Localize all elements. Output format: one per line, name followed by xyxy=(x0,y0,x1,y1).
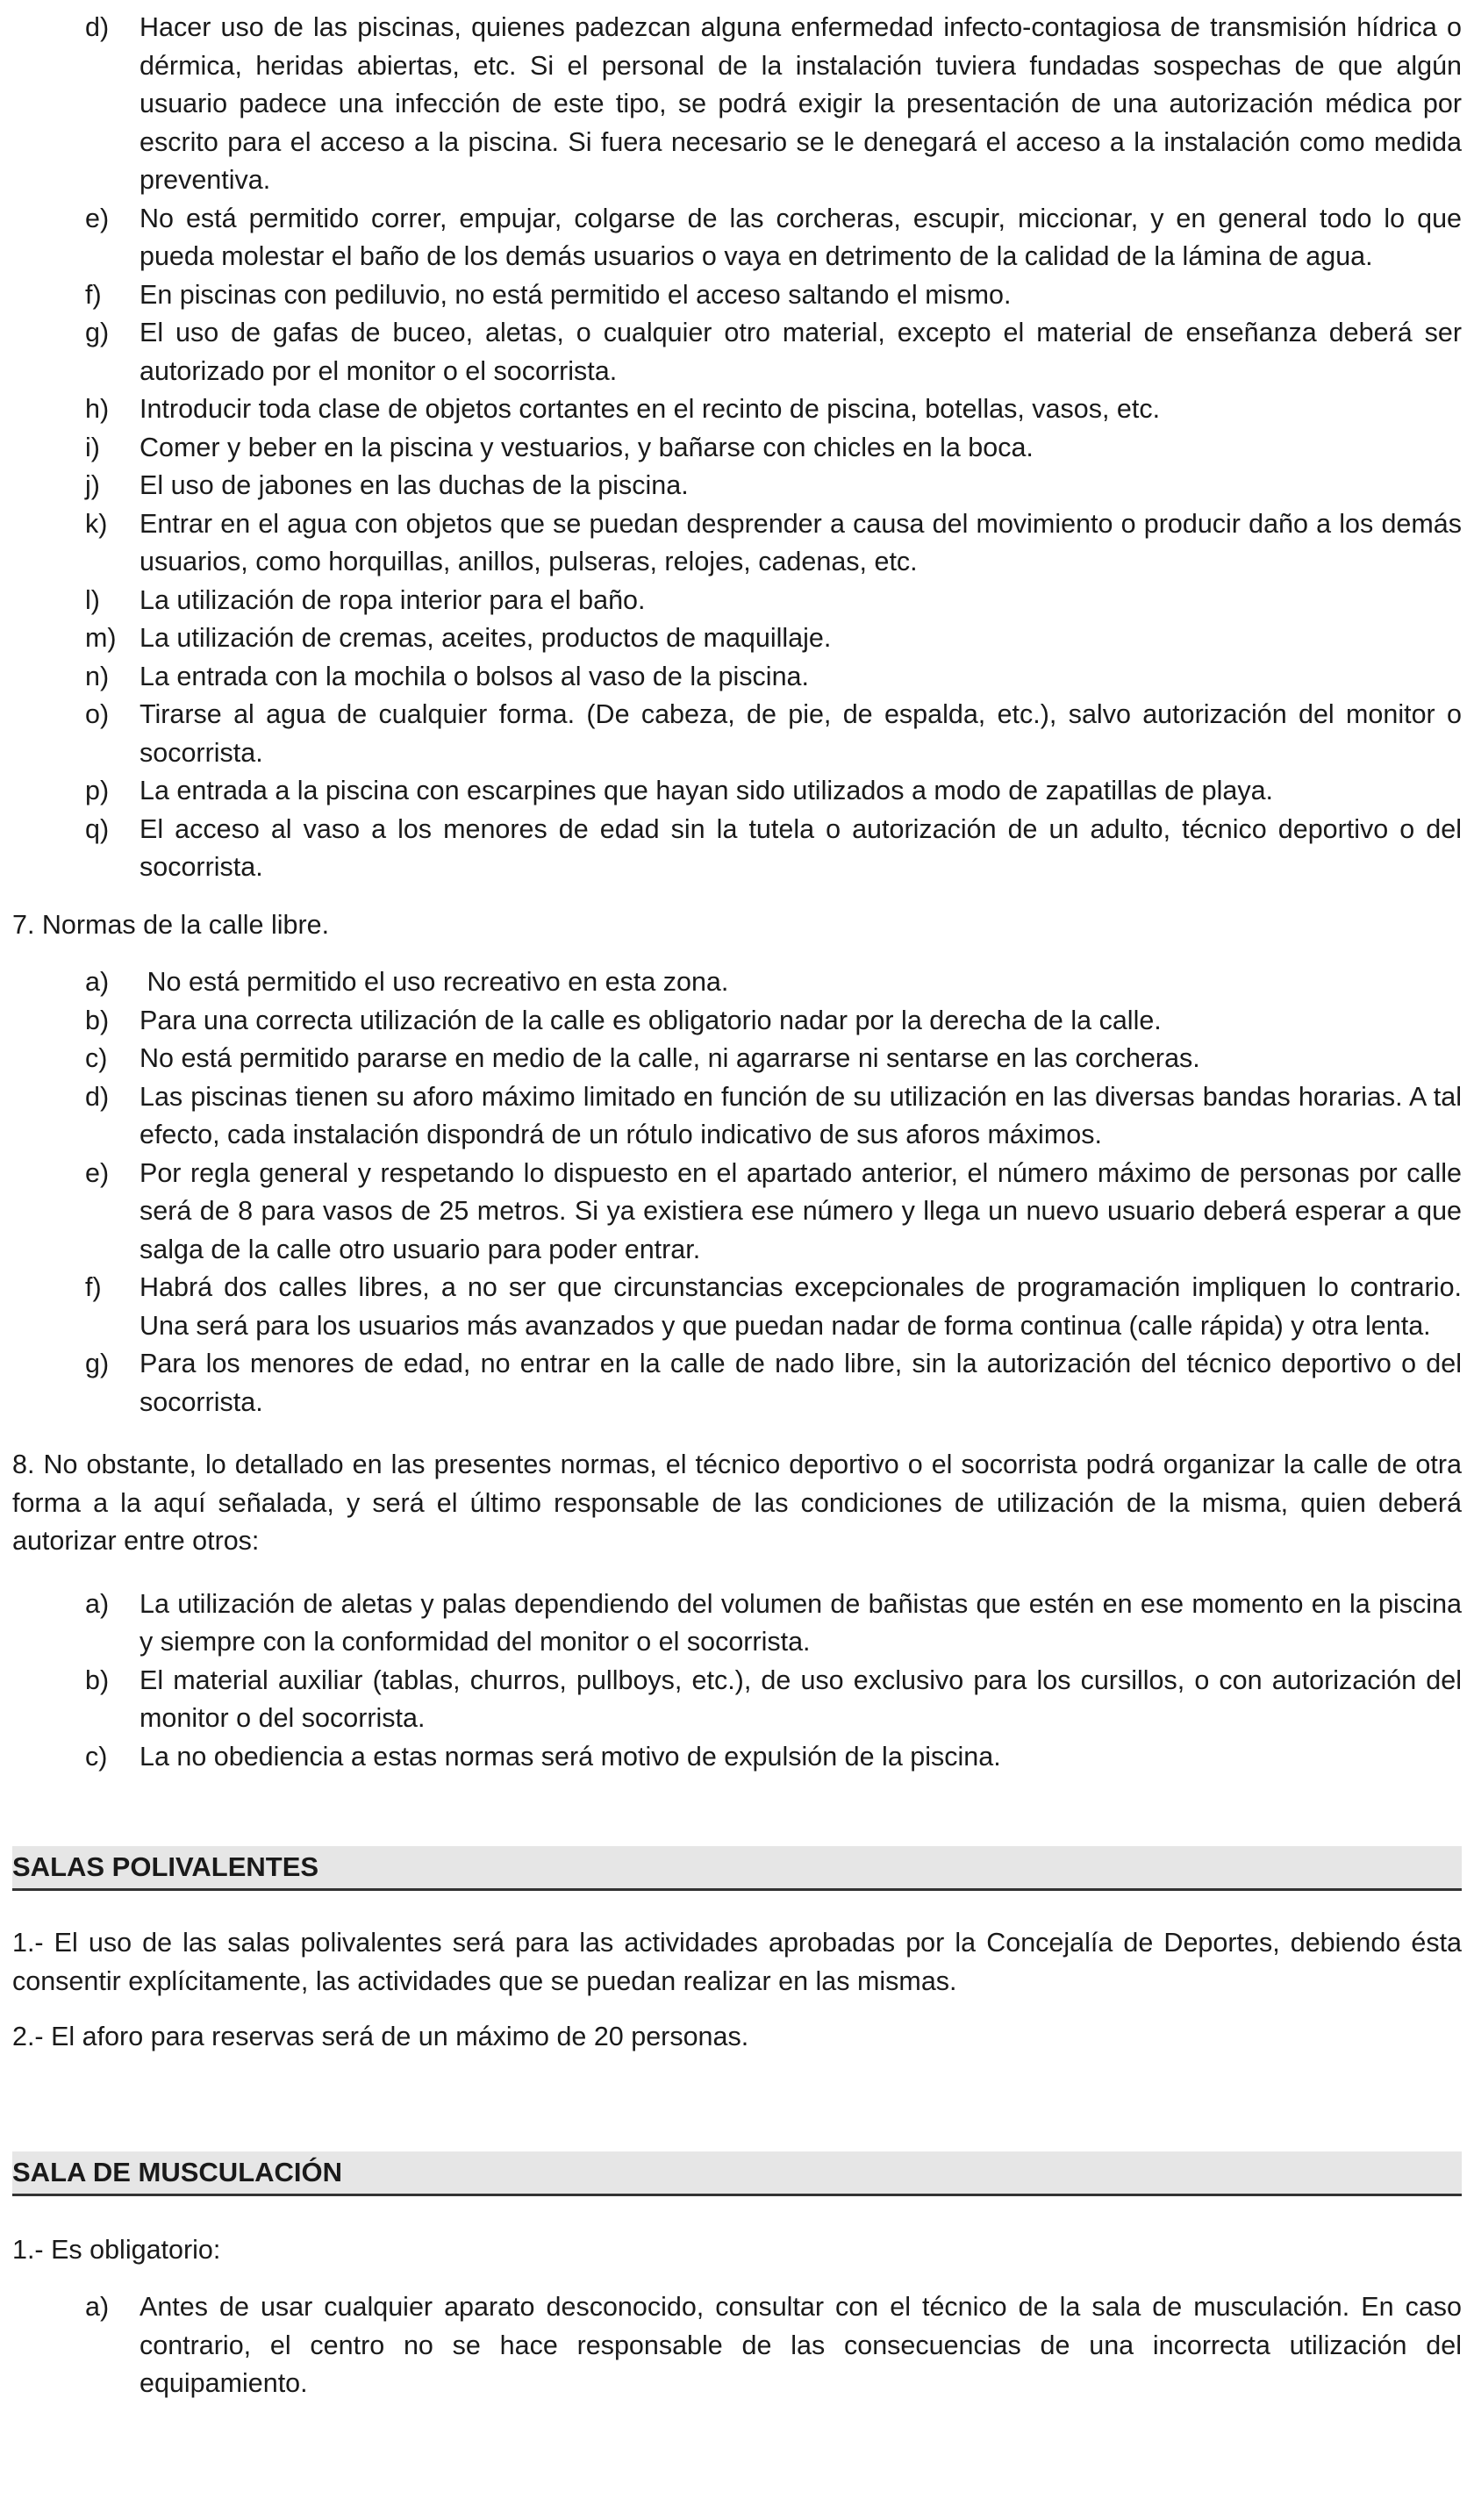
section-8-paragraph: 8. No obstante, lo detallado en las presentes normas, el técnico deportivo o el socorrista podrá organizar la calle de otra forma a la aquí señalada, y será el último responsable de las condiciones de utilización de la misma, quien deberá autorizar entre otros: xyxy=(12,1450,1462,1556)
item-text: Hacer uso de las piscinas, quienes padezcan alguna enfermedad infecto-contagiosa de transmisión hídrica o dérmica, heridas abiertas, etc. Si el personal de la instalación tuviera fundadas sospechas de que algún usuario padece una infección de este tipo, se podrá exigir la presentación de una autorización médica por escrito para el acceso a la piscina. Si fuera necesario se le denegará el acceso a la instalación como medida preventiva. xyxy=(140,12,1462,195)
list-item xyxy=(12,1040,1462,1078)
list-item xyxy=(12,1345,1462,1421)
list-item xyxy=(12,390,1462,429)
list-item xyxy=(12,1002,1462,1041)
list-item xyxy=(12,1586,1462,1662)
list-item xyxy=(12,200,1462,276)
item-text: En piscinas con pediluvio, no está permitido el acceso saltando el mismo. xyxy=(140,279,1012,310)
section-title-salas-polivalentes: SALAS POLIVALENTES xyxy=(12,1846,1462,1891)
item-text: Las piscinas tienen su aforo máximo limitado en función de su utilización en las diversas bandas horarias. A tal efecto, cada instalación dispondrá de un rótulo indicativo de sus aforos máximos. xyxy=(140,1081,1462,1149)
salas-paragraph-2: 2.- El aforo para reservas será de un máximo de 20 personas. xyxy=(12,2022,749,2051)
list-item xyxy=(12,811,1462,887)
item-text: Introducir toda clase de objetos cortantes en el recinto de piscina, botellas, vasos, etc. xyxy=(140,394,1161,424)
item-letter: b) xyxy=(85,1664,110,1695)
list-item xyxy=(12,429,1462,468)
item-letter: f) xyxy=(85,279,102,310)
item-text: No está permitido pararse en medio de la calle, ni agarrarse ni sentarse en las corcheras. xyxy=(140,1043,1200,1073)
item-letter: c) xyxy=(85,1043,108,1073)
list-item xyxy=(12,1155,1462,1270)
item-letter: a) xyxy=(85,1588,110,1619)
list-item xyxy=(12,1662,1462,1738)
item-letter: j) xyxy=(85,470,100,500)
item-text: No está permitido correr, empujar, colgarse de las corcheras, escupir, miccionar, y en general todo lo que pueda molestar el baño de los demás usuarios o vaya en detrimento de la calidad de la lámina de agua. xyxy=(140,203,1462,271)
item-letter: c) xyxy=(85,1741,108,1772)
list-item xyxy=(12,696,1462,772)
item-letter: o) xyxy=(85,699,110,729)
item-text: La no obediencia a estas normas será motivo de expulsión de la piscina. xyxy=(140,1741,1001,1772)
list-item xyxy=(12,1078,1462,1155)
item-letter: e) xyxy=(85,203,110,233)
list-item xyxy=(12,619,1462,658)
item-text: El acceso al vaso a los menores de edad sin la tutela o autorización de un adulto, técnico deportivo o del socorrista. xyxy=(140,813,1462,882)
prohibitions-list xyxy=(12,9,1462,887)
item-text: La entrada con la mochila o bolsos al vaso de la piscina. xyxy=(140,661,809,691)
document-page xyxy=(12,9,1462,2403)
list-item xyxy=(12,276,1462,315)
salas-paragraph-1: 1.- El uso de las salas polivalentes será para las actividades aprobadas por la Concejalía de Deportes, debiendo ésta consentir explícitamente, las actividades que se puedan realizar en las mismas. xyxy=(12,1928,1462,1996)
item-text: Por regla general y respetando lo dispuesto en el apartado anterior, el número máximo de personas por calle será de 8 para vasos de 25 metros. Si ya existiera ese número y llega un nuevo usuario deberá esperar a que salga de la calle otro usuario para poder entrar. xyxy=(140,1157,1462,1264)
item-text: Habrá dos calles libres, a no ser que circunstancias excepcionales de programación impliquen lo contrario. Una será para los usuarios más avanzados y que puedan nadar de forma continua (calle rápida) y otra lenta. xyxy=(140,1272,1462,1341)
item-letter: a) xyxy=(85,967,110,997)
item-letter: l) xyxy=(85,584,100,615)
item-text: No está permitido el uso recreativo en esta zona. xyxy=(140,967,729,997)
item-text: La entrada a la piscina con escarpines que hayan sido utilizados a modo de zapatillas de playa. xyxy=(140,776,1274,805)
item-letter: g) xyxy=(85,1349,110,1378)
item-text: El uso de jabones en las duchas de la piscina. xyxy=(140,470,689,500)
item-letter: f) xyxy=(85,1272,102,1302)
list-item xyxy=(12,658,1462,697)
list-item xyxy=(12,1269,1462,1345)
list-item xyxy=(12,2288,1462,2403)
item-text: Para una correcta utilización de la calle es obligatorio nadar por la derecha de la calle. xyxy=(140,1005,1162,1035)
item-letter: e) xyxy=(85,1157,110,1188)
item-letter: g) xyxy=(85,318,110,347)
section-title-sala-musculacion: SALA DE MUSCULACIÓN xyxy=(12,2151,1462,2196)
list-item xyxy=(12,582,1462,620)
item-text: Tirarse al agua de cualquier forma. (De cabeza, de pie, de espalda, etc.), salvo autorización del monitor o socorrista. xyxy=(140,699,1462,768)
section-8-list xyxy=(12,1586,1462,1777)
list-item xyxy=(12,9,1462,200)
item-letter: q) xyxy=(85,813,110,844)
item-letter: p) xyxy=(85,776,110,805)
item-text: Entrar en el agua con objetos que se puedan desprender a causa del movimiento o producir daño a los demás usuarios, como horquillas, anillos, pulseras, relojes, cadenas, etc. xyxy=(140,508,1462,576)
item-text: La utilización de cremas, aceites, productos de maquillaje. xyxy=(140,623,832,653)
list-item xyxy=(12,772,1462,811)
list-item xyxy=(12,314,1462,390)
section-7-list xyxy=(12,963,1462,1421)
item-text: La utilización de ropa interior para el baño. xyxy=(140,584,646,615)
item-letter: d) xyxy=(85,12,110,42)
item-letter: b) xyxy=(85,1005,110,1035)
section-7-heading: 7. Normas de la calle libre. xyxy=(12,909,330,940)
item-letter: m) xyxy=(85,623,117,653)
list-item xyxy=(12,467,1462,505)
item-letter: a) xyxy=(85,2292,110,2322)
item-text: El uso de gafas de buceo, aletas, o cualquier otro material, excepto el material de enseñanza deberá ser autorizado por el monitor o el socorrista. xyxy=(140,318,1462,386)
musculacion-paragraph-1: 1.- Es obligatorio: xyxy=(12,2234,221,2265)
item-text: Antes de usar cualquier aparato desconocido, consultar con el técnico de la sala de musculación. En caso contrario, el centro no se hace responsable de las consecuencias de una incorrecta utilización del equipamiento. xyxy=(140,2292,1462,2398)
list-item xyxy=(12,505,1462,582)
item-text: El material auxiliar (tablas, churros, pullboys, etc.), de uso exclusivo para los cursillos, o con autorización del monitor o del socorrista. xyxy=(140,1664,1462,1733)
item-letter: d) xyxy=(85,1081,110,1112)
item-text: Para los menores de edad, no entrar en la calle de nado libre, sin la autorización del técnico deportivo o del socorrista. xyxy=(140,1349,1462,1417)
item-letter: h) xyxy=(85,394,110,424)
list-item xyxy=(12,1738,1462,1777)
item-letter: k) xyxy=(85,508,108,539)
item-text: Comer y beber en la piscina y vestuarios, y bañarse con chicles en la boca. xyxy=(140,432,1034,462)
musculacion-list xyxy=(12,2288,1462,2403)
list-item xyxy=(12,963,1462,1002)
item-text: La utilización de aletas y palas dependiendo del volumen de bañistas que estén en ese momento en la piscina y siempre con la conformidad del monitor o el socorrista. xyxy=(140,1588,1462,1657)
item-letter: i) xyxy=(85,432,100,462)
item-letter: n) xyxy=(85,661,110,691)
